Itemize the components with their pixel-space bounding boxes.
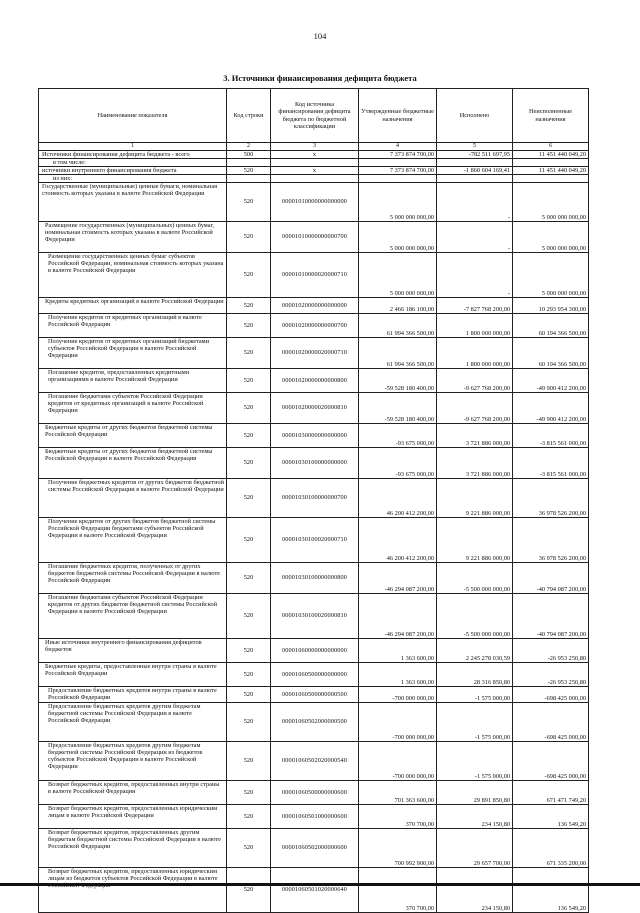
column-number: 6 bbox=[513, 143, 589, 151]
row-approved: -46 294 087 200,00 bbox=[359, 562, 437, 593]
row-unexecuted: 5 000 000 000,00 bbox=[513, 182, 589, 221]
row-approved: 700 992 900,00 bbox=[359, 828, 437, 867]
row-line-code: 520 bbox=[227, 662, 271, 686]
row-source-code: 00001060501020000640 bbox=[271, 867, 359, 912]
row-line-code: 520 bbox=[227, 313, 271, 337]
row-name: Получение кредитов от других бюджетов бюджетной системы Российской Федерации бюджетами субъектов Российской Федерации в валюте Российской Федерации bbox=[39, 517, 227, 562]
row-approved: -700 000 000,00 bbox=[359, 686, 437, 702]
row-line-code: 520 bbox=[227, 686, 271, 702]
table-row bbox=[39, 517, 589, 562]
row-source-code: 00001030100000000000 bbox=[271, 447, 359, 478]
table-row bbox=[39, 337, 589, 368]
row-executed: -9 627 768 200,00 bbox=[437, 368, 513, 392]
row-name: Размещение государственных ценных бумаг субъектов Российской Федерации, номинальная стоимость которых указана в валюте Российской Федерации bbox=[39, 252, 227, 297]
row-approved: 46 200 412 200,00 bbox=[359, 478, 437, 517]
row-source-code: 00001010000000000700 bbox=[271, 221, 359, 252]
row-executed: -5 500 000 000,00 bbox=[437, 593, 513, 638]
row-line-code bbox=[227, 158, 271, 166]
row-approved: 5 000 000 000,00 bbox=[359, 252, 437, 297]
row-name: Возврат бюджетных кредитов, предоставленных внутри страны в валюте Российской Федерации bbox=[39, 780, 227, 804]
page-number: 104 bbox=[313, 31, 327, 41]
row-executed: 3 721 886 000,00 bbox=[437, 423, 513, 447]
row-approved: 1 363 600,00 bbox=[359, 662, 437, 686]
row-name: Бюджетные кредиты от других бюджетов бюджетной системы Российской Федерации bbox=[39, 423, 227, 447]
header-approved: Утвержденные бюджетные назначения bbox=[359, 89, 437, 143]
row-executed: 29 891 850,80 bbox=[437, 780, 513, 804]
row-executed: -5 500 000 000,00 bbox=[437, 562, 513, 593]
row-approved: -700 000 000,00 bbox=[359, 702, 437, 741]
row-name: Получение кредитов от кредитных организаций в валюте Российской Федерации bbox=[39, 313, 227, 337]
row-source-code: 00001060500000000600 bbox=[271, 780, 359, 804]
row-name: Возврат бюджетных кредитов, предоставленных другим бюджетам бюджетной системы Российской Федерации в валюте Российской Федерации bbox=[39, 828, 227, 867]
table-row bbox=[39, 297, 589, 313]
row-unexecuted: 5 000 000 000,00 bbox=[513, 252, 589, 297]
row-approved: 701 363 600,00 bbox=[359, 780, 437, 804]
table-row bbox=[39, 562, 589, 593]
column-number-row bbox=[39, 143, 589, 151]
row-source-code: 00001030100020000710 bbox=[271, 517, 359, 562]
row-unexecuted: -3 815 561 000,00 bbox=[513, 447, 589, 478]
row-source-code: 00001060502000000500 bbox=[271, 702, 359, 741]
sources-table bbox=[38, 88, 589, 913]
row-line-code: 520 bbox=[227, 182, 271, 221]
row-executed: - bbox=[437, 252, 513, 297]
row-approved: -93 675 000,00 bbox=[359, 447, 437, 478]
row-unexecuted: -698 425 000,00 bbox=[513, 702, 589, 741]
row-source-code: 00001020000020000810 bbox=[271, 392, 359, 423]
row-approved: -700 000 000,00 bbox=[359, 741, 437, 780]
row-name: из них: bbox=[39, 174, 227, 182]
row-unexecuted: 11 451 440 049,20 bbox=[513, 150, 589, 158]
row-unexecuted: -26 953 250,80 bbox=[513, 662, 589, 686]
row-line-code: 520 bbox=[227, 252, 271, 297]
column-number: 1 bbox=[39, 143, 227, 151]
row-approved: -59 528 180 400,00 bbox=[359, 392, 437, 423]
row-source-code bbox=[271, 174, 359, 182]
row-source-code: 00001020000000000700 bbox=[271, 313, 359, 337]
row-unexecuted: -49 900 412 200,00 bbox=[513, 392, 589, 423]
row-name: Получение кредитов от кредитных организаций бюджетами субъектов Российской Федерации в валюте Российской Федерации bbox=[39, 337, 227, 368]
column-number: 2 bbox=[227, 143, 271, 151]
row-source-code: 00001010000000000000 bbox=[271, 182, 359, 221]
row-unexecuted bbox=[513, 174, 589, 182]
section-title: 3. Источники финансирования дефицита бюджета bbox=[223, 73, 417, 83]
row-source-code: 00001060500000000000 bbox=[271, 662, 359, 686]
row-source-code: 00001060502000000600 bbox=[271, 828, 359, 867]
row-source-code: x bbox=[271, 166, 359, 174]
row-unexecuted: 60 194 366 500,00 bbox=[513, 337, 589, 368]
row-source-code: 00001060500000000500 bbox=[271, 686, 359, 702]
row-source-code: 00001030100020000810 bbox=[271, 593, 359, 638]
column-number: 4 bbox=[359, 143, 437, 151]
row-unexecuted: 5 000 000 000,00 bbox=[513, 221, 589, 252]
row-executed: 28 316 850,80 bbox=[437, 662, 513, 686]
row-approved: 2 466 186 100,00 bbox=[359, 297, 437, 313]
row-executed: 2 245 278 030,59 bbox=[437, 638, 513, 662]
header-executed: Исполнено bbox=[437, 89, 513, 143]
row-source-code: 00001060502020000540 bbox=[271, 741, 359, 780]
row-name: Источники финансирования дефицита бюджета - всего bbox=[39, 150, 227, 158]
row-source-code: 00001020000000000800 bbox=[271, 368, 359, 392]
row-line-code: 520 bbox=[227, 702, 271, 741]
row-name: Возврат бюджетных кредитов, предоставленных юридическим лицам в валюте Российской Федерации bbox=[39, 804, 227, 828]
row-executed: -782 511 697,95 bbox=[437, 150, 513, 158]
row-executed: -1 860 604 169,41 bbox=[437, 166, 513, 174]
row-line-code: 520 bbox=[227, 368, 271, 392]
table-row bbox=[39, 638, 589, 662]
row-line-code: 520 bbox=[227, 741, 271, 780]
row-unexecuted: 136 549,20 bbox=[513, 867, 589, 912]
row-line-code: 520 bbox=[227, 297, 271, 313]
row-name: Предоставление бюджетных кредитов другим бюджетам бюджетной системы Российской Федерации в валюте Российской Федерации bbox=[39, 702, 227, 741]
row-source-code: 00001020000020000710 bbox=[271, 337, 359, 368]
row-executed: 9 221 886 000,00 bbox=[437, 517, 513, 562]
row-unexecuted: -40 794 087 200,00 bbox=[513, 562, 589, 593]
row-unexecuted: -40 794 087 200,00 bbox=[513, 593, 589, 638]
table-row bbox=[39, 423, 589, 447]
table-row bbox=[39, 368, 589, 392]
row-source-code: 00001030100000000800 bbox=[271, 562, 359, 593]
table-row bbox=[39, 478, 589, 517]
row-source-code: 00001020000000000000 bbox=[271, 297, 359, 313]
row-name: Погашение бюджетами субъектов Российской Федерации кредитов от других бюджетов бюджетной системы Российской Федерации в валюте Российской Федерации bbox=[39, 593, 227, 638]
row-executed: - bbox=[437, 182, 513, 221]
row-line-code: 520 bbox=[227, 780, 271, 804]
table-row bbox=[39, 804, 589, 828]
page-bottom-rule bbox=[0, 883, 640, 886]
row-unexecuted: 60 194 366 500,00 bbox=[513, 313, 589, 337]
table-row bbox=[39, 182, 589, 221]
row-approved: -59 528 180 400,00 bbox=[359, 368, 437, 392]
row-approved: 1 363 600,00 bbox=[359, 638, 437, 662]
row-name: Предоставление бюджетных кредитов внутри страны в валюте Российской Федерации bbox=[39, 686, 227, 702]
row-approved: 61 994 366 500,00 bbox=[359, 313, 437, 337]
row-line-code: 520 bbox=[227, 638, 271, 662]
row-name: Бюджетные кредиты, предоставленные внутри страны в валюте Российской Федерации bbox=[39, 662, 227, 686]
row-line-code bbox=[227, 174, 271, 182]
row-name: Погашение бюджетных кредитов, полученных от других бюджетов бюджетной системы Российской Федерации в валюте Российской Федерации bbox=[39, 562, 227, 593]
row-name: Размещение государственных (муниципальных) ценных бумаг, номинальная стоимость которых указана в валюте Российской Федерации bbox=[39, 221, 227, 252]
table-row bbox=[39, 252, 589, 297]
row-executed: 29 657 700,00 bbox=[437, 828, 513, 867]
row-name: Государственные (муниципальные) ценные бумаги, номинальная стоимость которых указана в валюте Российской Федерации bbox=[39, 182, 227, 221]
table-row bbox=[39, 686, 589, 702]
row-name: Получение бюджетных кредитов от других бюджетов бюджетной системы Российской Федерации в валюте Российской Федерации bbox=[39, 478, 227, 517]
row-approved: 46 200 412 200,00 bbox=[359, 517, 437, 562]
row-name: Погашение бюджетами субъектов Российской Федерации кредитов от кредитных организаций в валюте Российской Федерации bbox=[39, 392, 227, 423]
row-source-code: 00001030000000000000 bbox=[271, 423, 359, 447]
header-unexecuted: Неисполненные назначения bbox=[513, 89, 589, 143]
row-line-code: 520 bbox=[227, 478, 271, 517]
row-source-code: 00001010000020000710 bbox=[271, 252, 359, 297]
header-line-code: Код строки bbox=[227, 89, 271, 143]
row-approved bbox=[359, 174, 437, 182]
row-line-code: 520 bbox=[227, 337, 271, 368]
row-source-code: 00001030100000000700 bbox=[271, 478, 359, 517]
row-name: Кредиты кредитных организаций в валюте Российской Федерации bbox=[39, 297, 227, 313]
row-line-code: 520 bbox=[227, 166, 271, 174]
row-executed: 3 721 886 000,00 bbox=[437, 447, 513, 478]
table-row bbox=[39, 867, 589, 912]
row-line-code: 520 bbox=[227, 392, 271, 423]
row-name: Возврат бюджетных кредитов, предоставленных юридическим лицам из бюджетов субъектов Российской Федерации в валюте bbox=[39, 867, 227, 912]
row-executed: -9 627 768 200,00 bbox=[437, 392, 513, 423]
row-line-code: 520 bbox=[227, 828, 271, 867]
table-row bbox=[39, 593, 589, 638]
row-line-code: 520 bbox=[227, 867, 271, 912]
column-number: 5 bbox=[437, 143, 513, 151]
row-unexecuted: 36 978 526 200,00 bbox=[513, 517, 589, 562]
row-unexecuted: 136 549,20 bbox=[513, 804, 589, 828]
row-line-code: 520 bbox=[227, 423, 271, 447]
header-indicator-name: Наименование показателя bbox=[39, 89, 227, 143]
header-row bbox=[39, 89, 589, 143]
row-approved bbox=[359, 158, 437, 166]
row-executed: -1 575 000,00 bbox=[437, 741, 513, 780]
row-approved: 7 373 874 700,00 bbox=[359, 150, 437, 158]
table-row bbox=[39, 174, 589, 182]
row-approved: -93 675 000,00 bbox=[359, 423, 437, 447]
row-executed: 1 800 000 000,00 bbox=[437, 337, 513, 368]
row-executed: 234 150,80 bbox=[437, 804, 513, 828]
row-unexecuted: -49 900 412 200,00 bbox=[513, 368, 589, 392]
row-line-code: 520 bbox=[227, 804, 271, 828]
row-approved: -46 294 087 200,00 bbox=[359, 593, 437, 638]
row-name: Погашение кредитов, предоставленных кредитными организациями в валюте Российской Федерации bbox=[39, 368, 227, 392]
row-unexecuted: -3 815 561 000,00 bbox=[513, 423, 589, 447]
table-row bbox=[39, 313, 589, 337]
row-executed: - bbox=[437, 221, 513, 252]
table-row bbox=[39, 150, 589, 158]
row-line-code: 520 bbox=[227, 221, 271, 252]
row-unexecuted: 36 978 526 200,00 bbox=[513, 478, 589, 517]
row-executed: 234 150,80 bbox=[437, 867, 513, 912]
row-name: Иные источники внутреннего финансирования дефицитов бюджетов bbox=[39, 638, 227, 662]
header-source-code: Код источника финансирования дефицита бюджета по бюджетной классификации bbox=[271, 89, 359, 143]
row-line-code: 520 bbox=[227, 562, 271, 593]
table-row bbox=[39, 780, 589, 804]
row-unexecuted: 671 335 200,00 bbox=[513, 828, 589, 867]
row-name: в том числе: bbox=[39, 158, 227, 166]
row-line-code: 520 bbox=[227, 447, 271, 478]
row-line-code: 520 bbox=[227, 517, 271, 562]
row-executed: -1 575 000,00 bbox=[437, 686, 513, 702]
row-approved: 370 700,00 bbox=[359, 804, 437, 828]
row-executed: -7 827 768 200,00 bbox=[437, 297, 513, 313]
row-source-code: 00001060501000000600 bbox=[271, 804, 359, 828]
table-row bbox=[39, 166, 589, 174]
row-name: Предоставление бюджетных кредитов другим бюджетам бюджетной системы Российской Федерации из бюджетов субъектов Российской Федерации в валюте Российской Федерации bbox=[39, 741, 227, 780]
row-approved: 5 000 000 000,00 bbox=[359, 182, 437, 221]
row-line-code: 500 bbox=[227, 150, 271, 158]
row-approved: 5 000 000 000,00 bbox=[359, 221, 437, 252]
row-unexecuted: -698 425 000,00 bbox=[513, 686, 589, 702]
row-source-code: 00001060000000000000 bbox=[271, 638, 359, 662]
table-row bbox=[39, 662, 589, 686]
row-unexecuted: 10 293 954 300,00 bbox=[513, 297, 589, 313]
row-approved: 7 373 874 700,00 bbox=[359, 166, 437, 174]
row-executed bbox=[437, 174, 513, 182]
table-row bbox=[39, 392, 589, 423]
row-name: Бюджетные кредиты от других бюджетов бюджетной системы Российской Федерации в валюте Российской Федерации bbox=[39, 447, 227, 478]
table-row bbox=[39, 158, 589, 166]
table-row bbox=[39, 828, 589, 867]
row-unexecuted: 11 451 440 049,20 bbox=[513, 166, 589, 174]
row-unexecuted bbox=[513, 158, 589, 166]
row-approved: 370 700,00 bbox=[359, 867, 437, 912]
row-name: источники внутреннего финансирования бюджета bbox=[39, 166, 227, 174]
row-source-code: x bbox=[271, 150, 359, 158]
column-number: 3 bbox=[271, 143, 359, 151]
row-approved: 61 994 366 500,00 bbox=[359, 337, 437, 368]
row-executed: 1 800 000 000,00 bbox=[437, 313, 513, 337]
row-unexecuted: -698 425 000,00 bbox=[513, 741, 589, 780]
row-executed: 9 221 886 000,00 bbox=[437, 478, 513, 517]
row-executed bbox=[437, 158, 513, 166]
row-executed: -1 575 000,00 bbox=[437, 702, 513, 741]
row-line-code: 520 bbox=[227, 593, 271, 638]
table-row bbox=[39, 221, 589, 252]
table-row bbox=[39, 447, 589, 478]
row-unexecuted: -26 953 250,80 bbox=[513, 638, 589, 662]
table-row bbox=[39, 702, 589, 741]
row-source-code bbox=[271, 158, 359, 166]
row-unexecuted: 671 471 749,20 bbox=[513, 780, 589, 804]
table-row bbox=[39, 741, 589, 780]
